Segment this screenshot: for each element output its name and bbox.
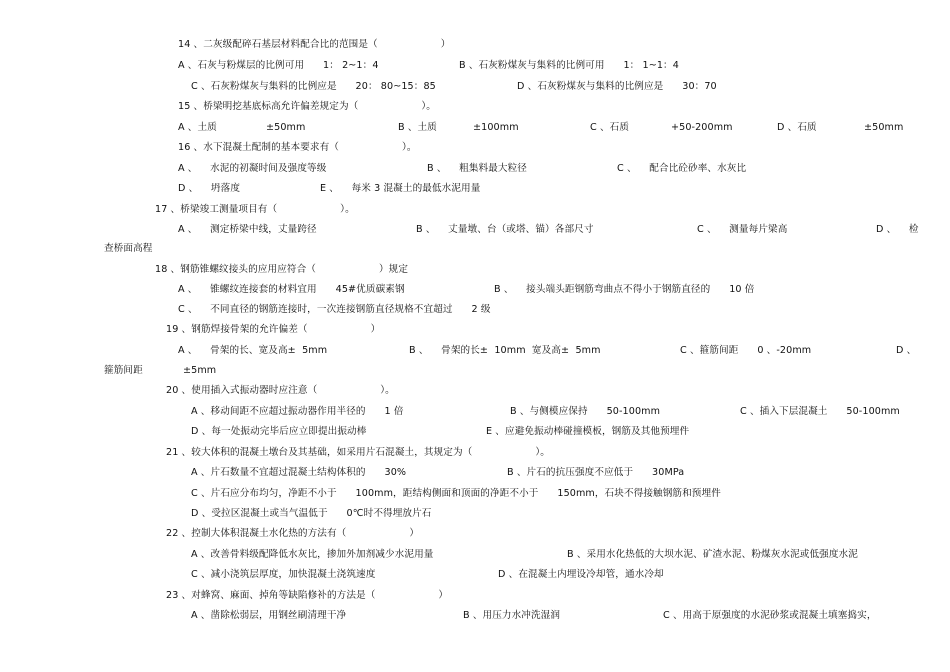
- q19-option-d-cont: 箍筋间距: [104, 365, 143, 376]
- q16-option-e: E 、 每米 3 混凝土的最低水泥用量: [320, 183, 481, 194]
- q14-option-b: B 、石灰粉煤灰与集料的比例可用 1： 1~1：4: [459, 60, 679, 71]
- q20-option-d: D 、每一处振动完毕后应立即提出振动棒: [191, 426, 367, 437]
- question-21: 21 、较大体积的混凝土墩台及其基础，如采用片石混凝土，其规定为（ ）。: [166, 447, 550, 458]
- q16-option-c: C 、 配合比砼砂率、水灰比: [617, 163, 747, 174]
- q17-option-c: C 、 测量每片梁高: [697, 224, 788, 235]
- q18-option-b: B 、 接头端头距钢筋弯曲点不得小于钢筋直径的 10 倍: [494, 284, 755, 295]
- q15-option-b: B 、土质: [398, 122, 437, 133]
- q22-option-c: C 、减小浇筑层厚度，加快混凝土浇筑速度: [191, 569, 376, 580]
- question-23: 23 、对蜂窝、麻面、掉角等缺陷修补的方法是（ ）: [166, 590, 449, 601]
- q17-option-a: A 、 测定桥梁中线，丈量跨径: [178, 224, 317, 235]
- q19-option-b: B 、 骨架的长± 10mm 宽及高± 5mm: [409, 345, 601, 356]
- q15-option-c: C 、石质: [590, 122, 630, 133]
- question-14: 14 、二灰级配碎石基层材料配合比的范围是（ ）: [178, 39, 451, 50]
- q21-option-d: D 、受拉区混凝土或当气温低于 0℃时不得埋放片石: [191, 508, 432, 519]
- q21-option-c: C 、片石应分布均匀，净距不小于 100mm，距结构侧面和顶面的净距不小于 150mm，石块不得接触钢筋和预埋件: [191, 488, 721, 499]
- q19-option-d-value: ±5mm: [183, 365, 217, 376]
- q19-option-c: C 、箍筋间距 0 、-20mm: [680, 345, 812, 356]
- q22-option-d: D 、在混凝土内埋设冷却管，通水冷却: [498, 569, 664, 580]
- q20-option-e: E 、应避免振动棒碰撞模板，钢筋及其他预埋件: [486, 426, 690, 437]
- q21-option-a: A 、片石数量不宜超过混凝土结构体积的 30%: [191, 467, 407, 478]
- question-17: 17 、桥梁竣工测量项目有（ ）。: [155, 204, 355, 215]
- q21-option-b: B 、片石的抗压强度不应低于 30MPa: [507, 467, 685, 478]
- q15-option-c-value: +50-200mm: [671, 122, 733, 133]
- q19-option-a: A 、 骨架的长、宽及高± 5mm: [178, 345, 328, 356]
- q17-option-d: D 、 检: [876, 224, 919, 235]
- q23-option-b: B 、用压力水冲洗湿润: [463, 610, 561, 621]
- q16-option-a: A 、 水泥的初凝时间及强度等级: [178, 163, 327, 174]
- question-15: 15 、桥梁明挖基底标高允许偏差规定为（ ）。: [178, 101, 436, 112]
- q23-option-a: A 、凿除松弱层，用钢丝刷清理干净: [191, 610, 347, 621]
- question-20: 20 、使用插入式振动器时应注意（ ）。: [166, 385, 395, 396]
- q15-option-a-value: ±50mm: [266, 122, 306, 133]
- q20-option-c: C 、插入下层混凝土 50-100mm: [740, 406, 900, 417]
- q14-option-d: D 、石灰粉煤灰与集料的比例应是 30：70: [517, 81, 717, 92]
- q18-option-a: A 、 锥螺纹连接套的材料宜用 45#优质碳素钢: [178, 284, 405, 295]
- q17-option-d-cont: 查桥面高程: [104, 243, 153, 254]
- q15-option-d-value: ±50mm: [864, 122, 904, 133]
- q15-option-d: D 、石质: [777, 122, 817, 133]
- q22-option-a: A 、改善骨料级配降低水灰比，掺加外加剂减少水泥用量: [191, 549, 434, 560]
- question-19: 19 、钢筋焊接骨架的允许偏差（ ）: [166, 324, 381, 335]
- q18-option-c: C 、 不同直径的钢筋连接时，一次连接钢筋直径规格不宜超过 2 级: [178, 304, 491, 315]
- q15-option-a: A 、土质: [178, 122, 217, 133]
- question-18: 18 、钢筋锥螺纹接头的应用应符合（ ）规定: [155, 264, 409, 275]
- q19-option-d: D 、: [896, 345, 917, 356]
- q14-option-c: C 、石灰粉煤灰与集料的比例应是 20： 80~15：85: [191, 81, 436, 92]
- q16-option-b: B 、 粗集料最大粒径: [427, 163, 527, 174]
- q16-option-d: D 、 坍落度: [178, 183, 241, 194]
- q15-option-b-value: ±100mm: [473, 122, 519, 133]
- q22-option-b: B 、采用水化热低的大坝水泥、矿渣水泥、粉煤灰水泥或低强度水泥: [567, 549, 858, 560]
- q23-option-c: C 、用高于原强度的水泥砂浆或混凝土填塞捣实，: [663, 610, 877, 621]
- q20-option-b: B 、与侧模应保持 50-100mm: [510, 406, 661, 417]
- q14-option-a: A 、石灰与粉煤层的比例可用 1： 2~1：4: [178, 60, 379, 71]
- q20-option-a: A 、移动间距不应超过振动器作用半径的 1 倍: [191, 406, 404, 417]
- q17-option-b: B 、 丈量墩、台（或塔、锚）各部尺寸: [416, 224, 594, 235]
- question-16: 16 、水下混凝土配制的基本要求有（ ）。: [178, 142, 417, 153]
- question-22: 22 、控制大体积混凝土水化热的方法有（ ）: [166, 528, 420, 539]
